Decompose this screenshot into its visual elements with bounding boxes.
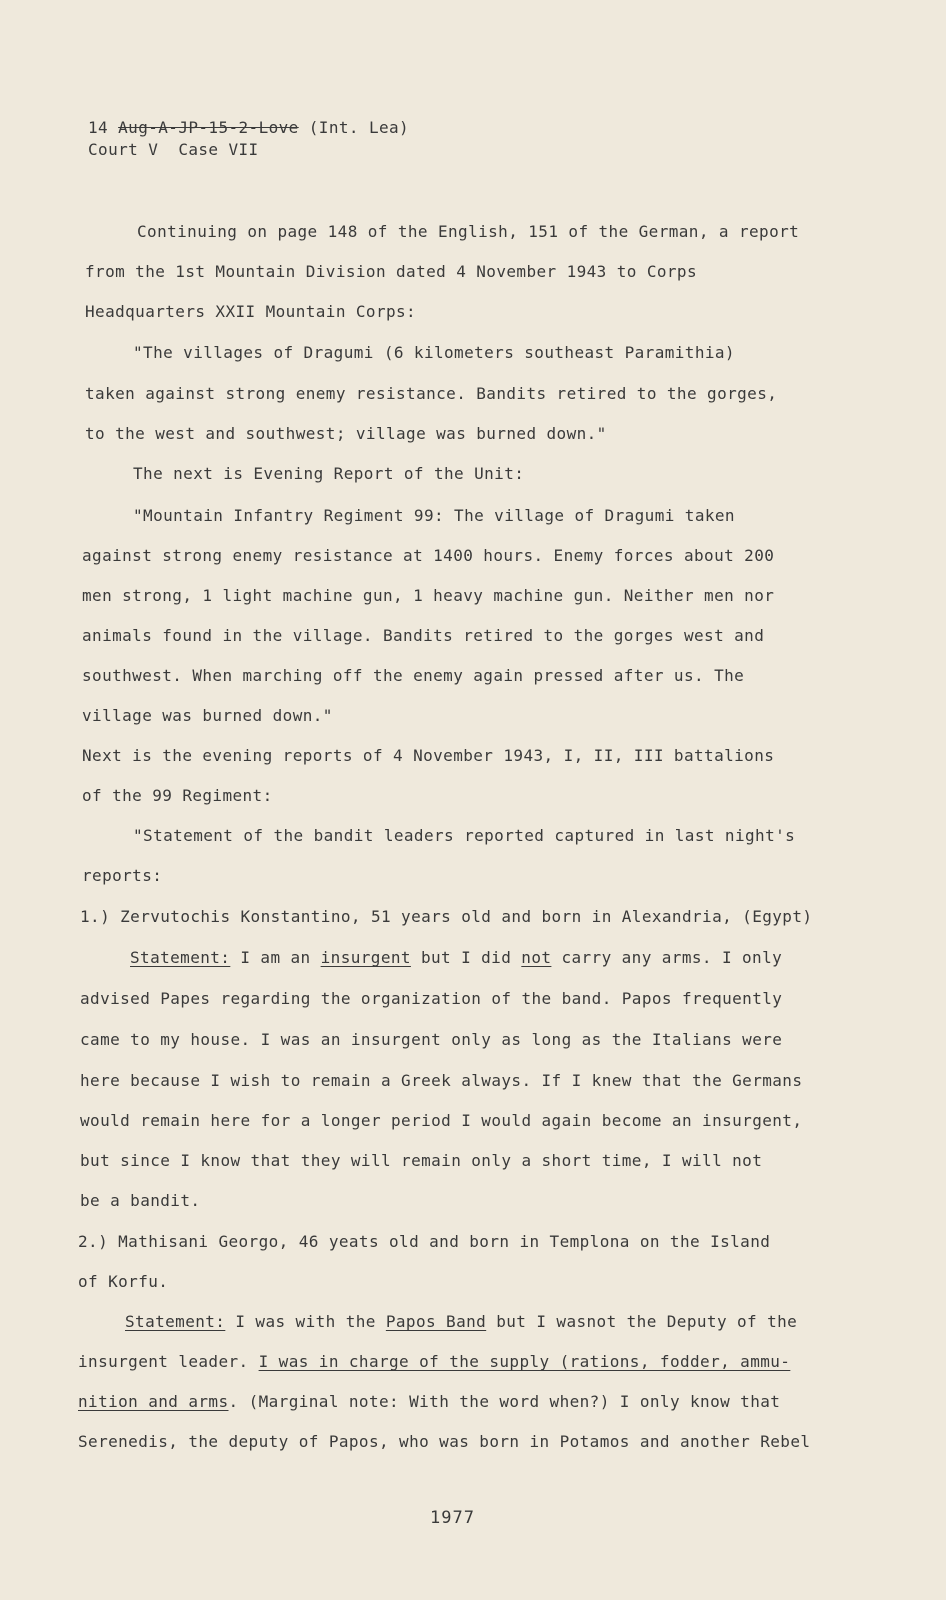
text-line: taken against strong enemy resistance. Bandits retired to the gorges, xyxy=(85,384,778,403)
text-line: men strong, 1 light machine gun, 1 heavy machine gun. Neither men nor xyxy=(82,586,775,605)
text-line: reports: xyxy=(82,866,163,885)
text-line: village was burned down." xyxy=(82,706,333,725)
text-line: would remain here for a longer period I would again become an insurgent, xyxy=(80,1111,803,1130)
underlined-text: not xyxy=(521,948,552,967)
header-court: Court V xyxy=(88,140,159,159)
text-line xyxy=(78,1352,790,1372)
text-line xyxy=(78,1392,780,1412)
text-line: southwest. When marching off the enemy again pressed after us. The xyxy=(82,666,745,685)
text-line: 2.) Mathisani Georgo, 46 yeats old and born in Templona on the Island xyxy=(78,1232,771,1251)
text-span: but I wasnot the Deputy of the xyxy=(486,1312,798,1331)
header-case: Case VII xyxy=(178,140,259,159)
underlined-text: Papos Band xyxy=(385,1312,487,1331)
text-span: I am an xyxy=(230,948,321,967)
text-span: . (Marginal note: With the word when?) I only know that xyxy=(228,1392,781,1411)
text-line: of the 99 Regiment: xyxy=(82,786,273,805)
text-line: Serenedis, the deputy of Papos, who was born in Potamos and another Rebel xyxy=(78,1432,811,1451)
page-number: 1977 xyxy=(430,1508,475,1528)
statement-label: Statement: xyxy=(130,948,231,967)
text-line: here because I wish to remain a Greek always. If I knew that the Germans xyxy=(80,1071,803,1090)
text-line: "The villages of Dragumi (6 kilometers southeast Paramithia) xyxy=(133,343,735,362)
text-line: 1.) Zervutochis Konstantino, 51 years old and born in Alexandria, (Egypt) xyxy=(80,907,813,926)
text-line: "Statement of the bandit leaders reported captured in last night's xyxy=(133,826,796,845)
underlined-text: insurgent xyxy=(320,948,411,967)
text-line: be a bandit. xyxy=(80,1191,201,1210)
text-span: but I did xyxy=(410,948,522,967)
text-line: Headquarters XXII Mountain Corps: xyxy=(85,302,417,321)
underlined-text: nition and arms xyxy=(78,1392,229,1411)
statement-1-line xyxy=(130,948,782,968)
header-line-1 xyxy=(88,118,409,138)
text-line: The next is Evening Report of the Unit: xyxy=(133,464,525,483)
header-interpreter: (Int. Lea) xyxy=(308,118,410,137)
header-date: 14 xyxy=(88,118,109,137)
text-line: but since I know that they will remain only a short time, I will not xyxy=(80,1151,763,1170)
text-line: came to my house. I was an insurgent only as long as the Italians were xyxy=(80,1030,783,1049)
text-line: Next is the evening reports of 4 November 1943, I, II, III battalions xyxy=(82,746,775,765)
text-span: carry any arms. I only xyxy=(551,948,783,967)
text-line: "Mountain Infantry Regiment 99: The village of Dragumi taken xyxy=(133,506,735,525)
text-line: from the 1st Mountain Division dated 4 November 1943 to Corps xyxy=(85,262,698,281)
header-struck-code: Aug-A-JP-15-2-Love xyxy=(118,118,299,137)
text-line: advised Papes regarding the organization of the band. Papos frequently xyxy=(80,989,783,1008)
text-span: I was with the xyxy=(225,1312,386,1331)
text-line: against strong enemy resistance at 1400 hours. Enemy forces about 200 xyxy=(82,546,775,565)
text-span: insurgent leader. xyxy=(78,1352,259,1371)
statement-label: Statement: xyxy=(125,1312,226,1331)
underlined-text: I was in charge of the supply (rations, fodder, ammu- xyxy=(258,1352,791,1371)
text-line: of Korfu. xyxy=(78,1272,169,1291)
text-line: Continuing on page 148 of the English, 151 of the German, a report xyxy=(137,222,800,241)
statement-2-line xyxy=(125,1312,797,1332)
header-line-2 xyxy=(88,140,259,160)
text-line: to the west and southwest; village was burned down." xyxy=(85,424,607,443)
text-line: animals found in the village. Bandits retired to the gorges west and xyxy=(82,626,765,645)
